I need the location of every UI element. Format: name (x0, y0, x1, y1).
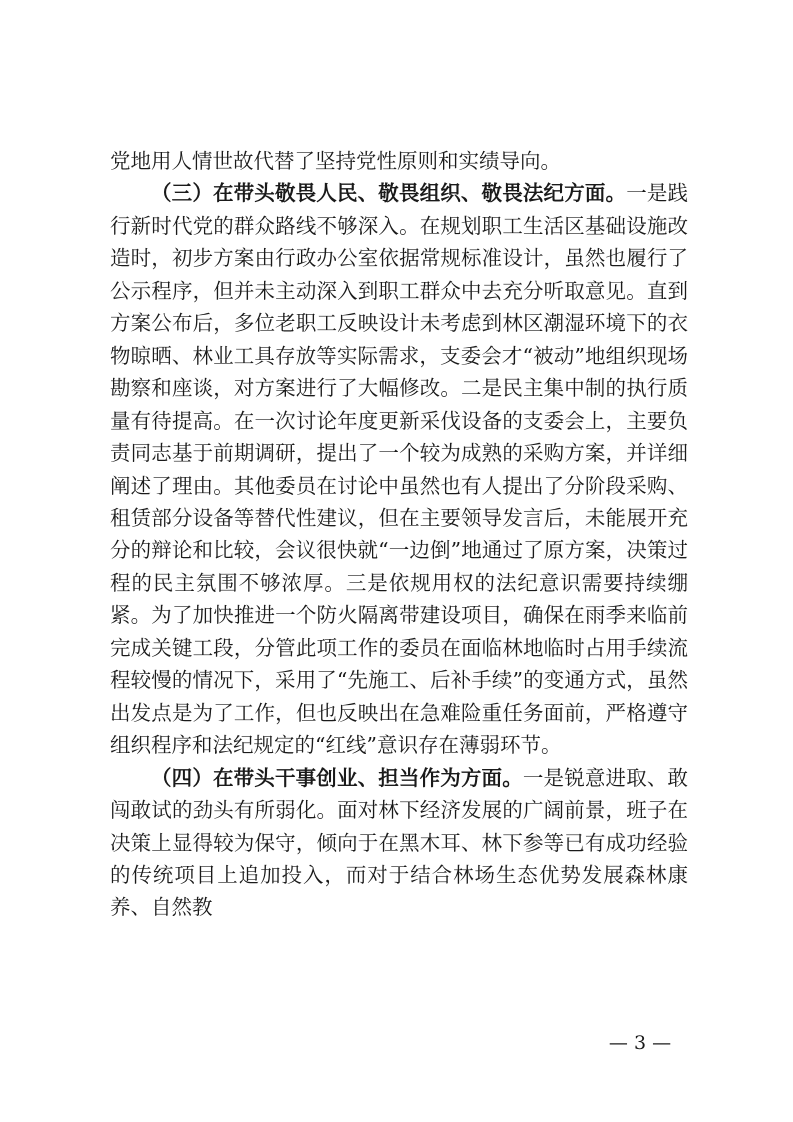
paragraph-continuation (110, 145, 688, 177)
section-heading: （三）在带头敬畏人民、敬畏组织、敬畏法纪方面。 (151, 181, 627, 206)
page-number: — 3 — (608, 1032, 672, 1054)
paragraph-section-4 (110, 762, 688, 924)
body-text (110, 145, 688, 924)
paragraph-section-3 (110, 177, 688, 761)
paragraph-text: 一是锐意进取、敢闯敢试的劲头有所弱化。面对林下经济发展的广阔前景，班子在决策上显得较为保守，倾向于在黑木耳、林下参等已有成功经验的传统项目上追加投入，而对于结合林场生态优势发展森林康养、自然教 (110, 765, 689, 920)
paragraph-text: 党地用人情世故代替了坚持党性原则和实绩导向。 (110, 149, 561, 173)
section-heading: （四）在带头干事创业、担当作为方面。 (151, 765, 523, 790)
paragraph-text: 一是践行新时代党的群众路线不够深入。在规划职工生活区基础设施改造时，初步方案由行政办公室依据常规标准设计，虽然也履行了公示程序，但并未主动深入到职工群众中去充分听取意见。直到方案公布后，多位老职工反映设计未考虑到林区潮湿环境下的衣物晾晒、林业工具存放等实际需求，支委会才“被动”地组织现场勘察和座谈，对方案进行了大幅修改。二是民主集中制的执行质量有待提高。在一次讨论年度更新采伐设备的支委会上，主要负责同志基于前期调研，提出了一个较为成熟的采购方案，并详细阐述了理由。其他委员在讨论中虽然也有人提出了分阶段采购、租赁部分设备等替代性建议，但在主要领导发言后，未能展开充分的辩论和比较，会议很快就“一边倒”地通过了原方案，决策过程的民主氛围不够浓厚。三是依规用权的法纪意识需要持续绷紧。为了加快推进一个防火隔离带建设项目，确保在雨季来临前完成关键工段，分管此项工作的委员在面临林地临时占用手续流程较慢的情况下，采用了“先施工、后补手续”的变通方式，虽然出发点是为了工作，但也反映出在急难险重任务面前，严格遵守组织程序和法纪规定的“红线”意识存在薄弱环节。 (110, 181, 689, 758)
